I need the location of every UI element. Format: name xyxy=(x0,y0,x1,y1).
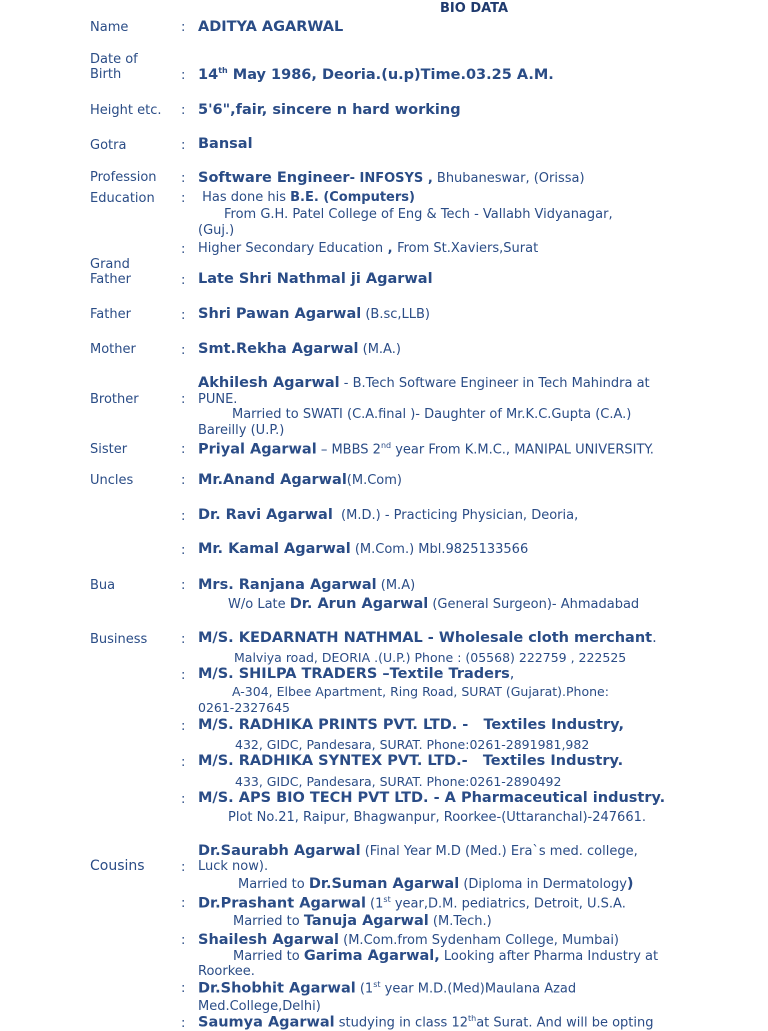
brother-bareilly: Bareilly (U.P.) xyxy=(198,423,285,438)
bua-colon: : xyxy=(181,578,186,593)
business-item-address: 432, GIDC, Pandesara, SURAT. Phone:0261-2891981,982 xyxy=(235,737,590,752)
education-college-state: (Guj.) xyxy=(198,223,235,238)
brother-value: Akhilesh Agarwal - B.Tech Software Engineer in Tech Mahindra at xyxy=(198,375,650,391)
cousin4-colon: : xyxy=(181,981,186,996)
dob-label-line1: Date of xyxy=(90,52,138,67)
dob-colon: : xyxy=(181,68,186,83)
cousin1-location: Luck now). xyxy=(198,859,269,874)
cousin5-colon: : xyxy=(181,1016,186,1031)
dob-label-line2: Birth xyxy=(90,67,122,82)
business-item-title: M/S. RADHIKA PRINTS PVT. LTD. - Textiles Industry, xyxy=(198,717,624,733)
cousin3-location: Roorkee. xyxy=(198,964,255,979)
uncle2-value: Dr. Ravi Agarwal (M.D.) - Practicing Physician, Deoria, xyxy=(198,507,579,523)
gotra-value: Bansal xyxy=(198,136,253,152)
grandfather-label-line1: Grand xyxy=(90,257,130,272)
cousin1-spouse: Married to Dr.Suman Agarwal (Diploma in Dermatology) xyxy=(238,876,634,892)
cousin3-spouse: Married to Garima Agarwal, Looking after Pharma Industry at xyxy=(233,948,659,964)
sister-colon: : xyxy=(181,442,186,457)
bua-husband: W/o Late Dr. Arun Agarwal (General Surgeon)- Ahmadabad xyxy=(228,596,640,612)
business-colon: : xyxy=(181,755,186,770)
height-colon: : xyxy=(181,103,186,118)
father-colon: : xyxy=(181,308,186,323)
education-colon: : xyxy=(181,191,186,206)
education-higher-secondary: Higher Secondary Education , From St.Xaviers,Surat xyxy=(198,241,539,256)
name-label: Name xyxy=(90,20,129,35)
document-title: BIO DATA xyxy=(440,1,509,16)
grandfather-colon: : xyxy=(181,273,186,288)
cousin1-value: Dr.Saurabh Agarwal (Final Year M.D (Med.) Era`s med. college, xyxy=(198,843,638,859)
grandfather-value: Late Shri Nathmal ji Agarwal xyxy=(198,271,433,287)
grandfather-label-line2: Father xyxy=(90,272,131,287)
business-item-address: Malviya road, DEORIA .(U.P.) Phone : (05568) 222759 , 222525 xyxy=(234,650,627,665)
business-colon: : xyxy=(181,668,186,683)
father-label: Father xyxy=(90,307,131,322)
business-item-address: Plot No.21, Raipur, Bhagwanpur, Roorkee-(Uttaranchal)-247661. xyxy=(228,810,646,825)
height-value: 5'6",fair, sincere n hard working xyxy=(198,102,461,118)
profession-label: Profession xyxy=(90,170,157,185)
mother-value: Smt.Rekha Agarwal (M.A.) xyxy=(198,341,401,357)
mother-colon: : xyxy=(181,343,186,358)
uncles-label: Uncles xyxy=(90,473,134,488)
business-item-address: A-304, Elbee Apartment, Ring Road, SURAT (Gujarat).Phone: xyxy=(232,684,609,699)
cousin2-value: Dr.Prashant Agarwal (1st year,D.M. pediatrics, Detroit, U.S.A. xyxy=(198,895,626,912)
bua-value: Mrs. Ranjana Agarwal (M.A) xyxy=(198,577,416,593)
gotra-label: Gotra xyxy=(90,138,127,153)
uncle3-colon: : xyxy=(181,543,186,558)
name-colon: : xyxy=(181,20,186,35)
education-label: Education xyxy=(90,191,155,206)
business-colon: : xyxy=(181,632,186,647)
cousin4-college: Med.College,Delhi) xyxy=(198,999,321,1014)
dob-value: 14th May 1986, Deoria.(u.p)Time.03.25 A.M. xyxy=(198,66,554,83)
profession-value: Software Engineer- INFOSYS , Bhubaneswar, (Orissa) xyxy=(198,170,585,186)
father-value: Shri Pawan Agarwal (B.sc,LLB) xyxy=(198,306,430,322)
name-value: ADITYA AGARWAL xyxy=(198,19,344,35)
uncle1-value: Mr.Anand Agarwal(M.Com) xyxy=(198,472,402,488)
cousin2-colon: : xyxy=(181,896,186,911)
business-item-title: M/S. RADHIKA SYNTEX PVT. LTD.- Textiles Industry. xyxy=(198,753,624,769)
uncle2-colon: : xyxy=(181,509,186,524)
cousin5-value: Saumya Agarwal studying in class 12that Surat. And will be opting xyxy=(198,1014,654,1031)
business-item-title: M/S. KEDARNATH NATHMAL - Wholesale cloth merchant. xyxy=(198,630,657,646)
education-hs-colon: : xyxy=(181,242,186,257)
mother-label: Mother xyxy=(90,342,136,357)
business-item-title: M/S. APS BIO TECH PVT LTD. - A Pharmaceutical industry. xyxy=(198,790,666,806)
uncle1-colon: : xyxy=(181,473,186,488)
cousin4-value: Dr.Shobhit Agarwal (1st year M.D.(Med)Maulana Azad xyxy=(198,980,577,997)
business-label: Business xyxy=(90,632,148,647)
gotra-colon: : xyxy=(181,138,186,153)
cousin3-value: Shailesh Agarwal (M.Com.from Sydenham College, Mumbai) xyxy=(198,932,620,948)
brother-married: Married to SWATI (C.A.final )- Daughter of Mr.K.C.Gupta (C.A.) xyxy=(232,407,632,422)
business-colon: : xyxy=(181,719,186,734)
business-item-title: M/S. SHILPA TRADERS –Textile Traders, xyxy=(198,666,515,682)
cousin1-colon: : xyxy=(181,860,186,875)
brother-colon: : xyxy=(181,392,186,407)
education-college: From G.H. Patel College of Eng & Tech - Vallabh Vidyanagar, xyxy=(224,207,613,222)
bua-label: Bua xyxy=(90,578,116,593)
brother-label: Brother xyxy=(90,392,139,407)
business-item-phone: 0261-2327645 xyxy=(198,700,290,715)
sister-label: Sister xyxy=(90,442,128,457)
business-item-address: 433, GIDC, Pandesara, SURAT. Phone:0261-2890492 xyxy=(235,774,562,789)
cousin3-colon: : xyxy=(181,933,186,948)
profession-colon: : xyxy=(181,171,186,186)
cousin2-spouse: Married to Tanuja Agarwal (M.Tech.) xyxy=(233,913,492,929)
height-label: Height etc. xyxy=(90,103,162,118)
education-degree: Has done his B.E. (Computers) xyxy=(198,190,415,205)
uncle3-value: Mr. Kamal Agarwal (M.Com.) Mbl.9825133566 xyxy=(198,541,529,557)
business-colon: : xyxy=(181,792,186,807)
cousins-label: Cousins xyxy=(90,858,145,874)
brother-city: PUNE. xyxy=(198,392,238,407)
sister-value: Priyal Agarwal – MBBS 2nd year From K.M.C., MANIPAL UNIVERSITY. xyxy=(198,441,654,458)
